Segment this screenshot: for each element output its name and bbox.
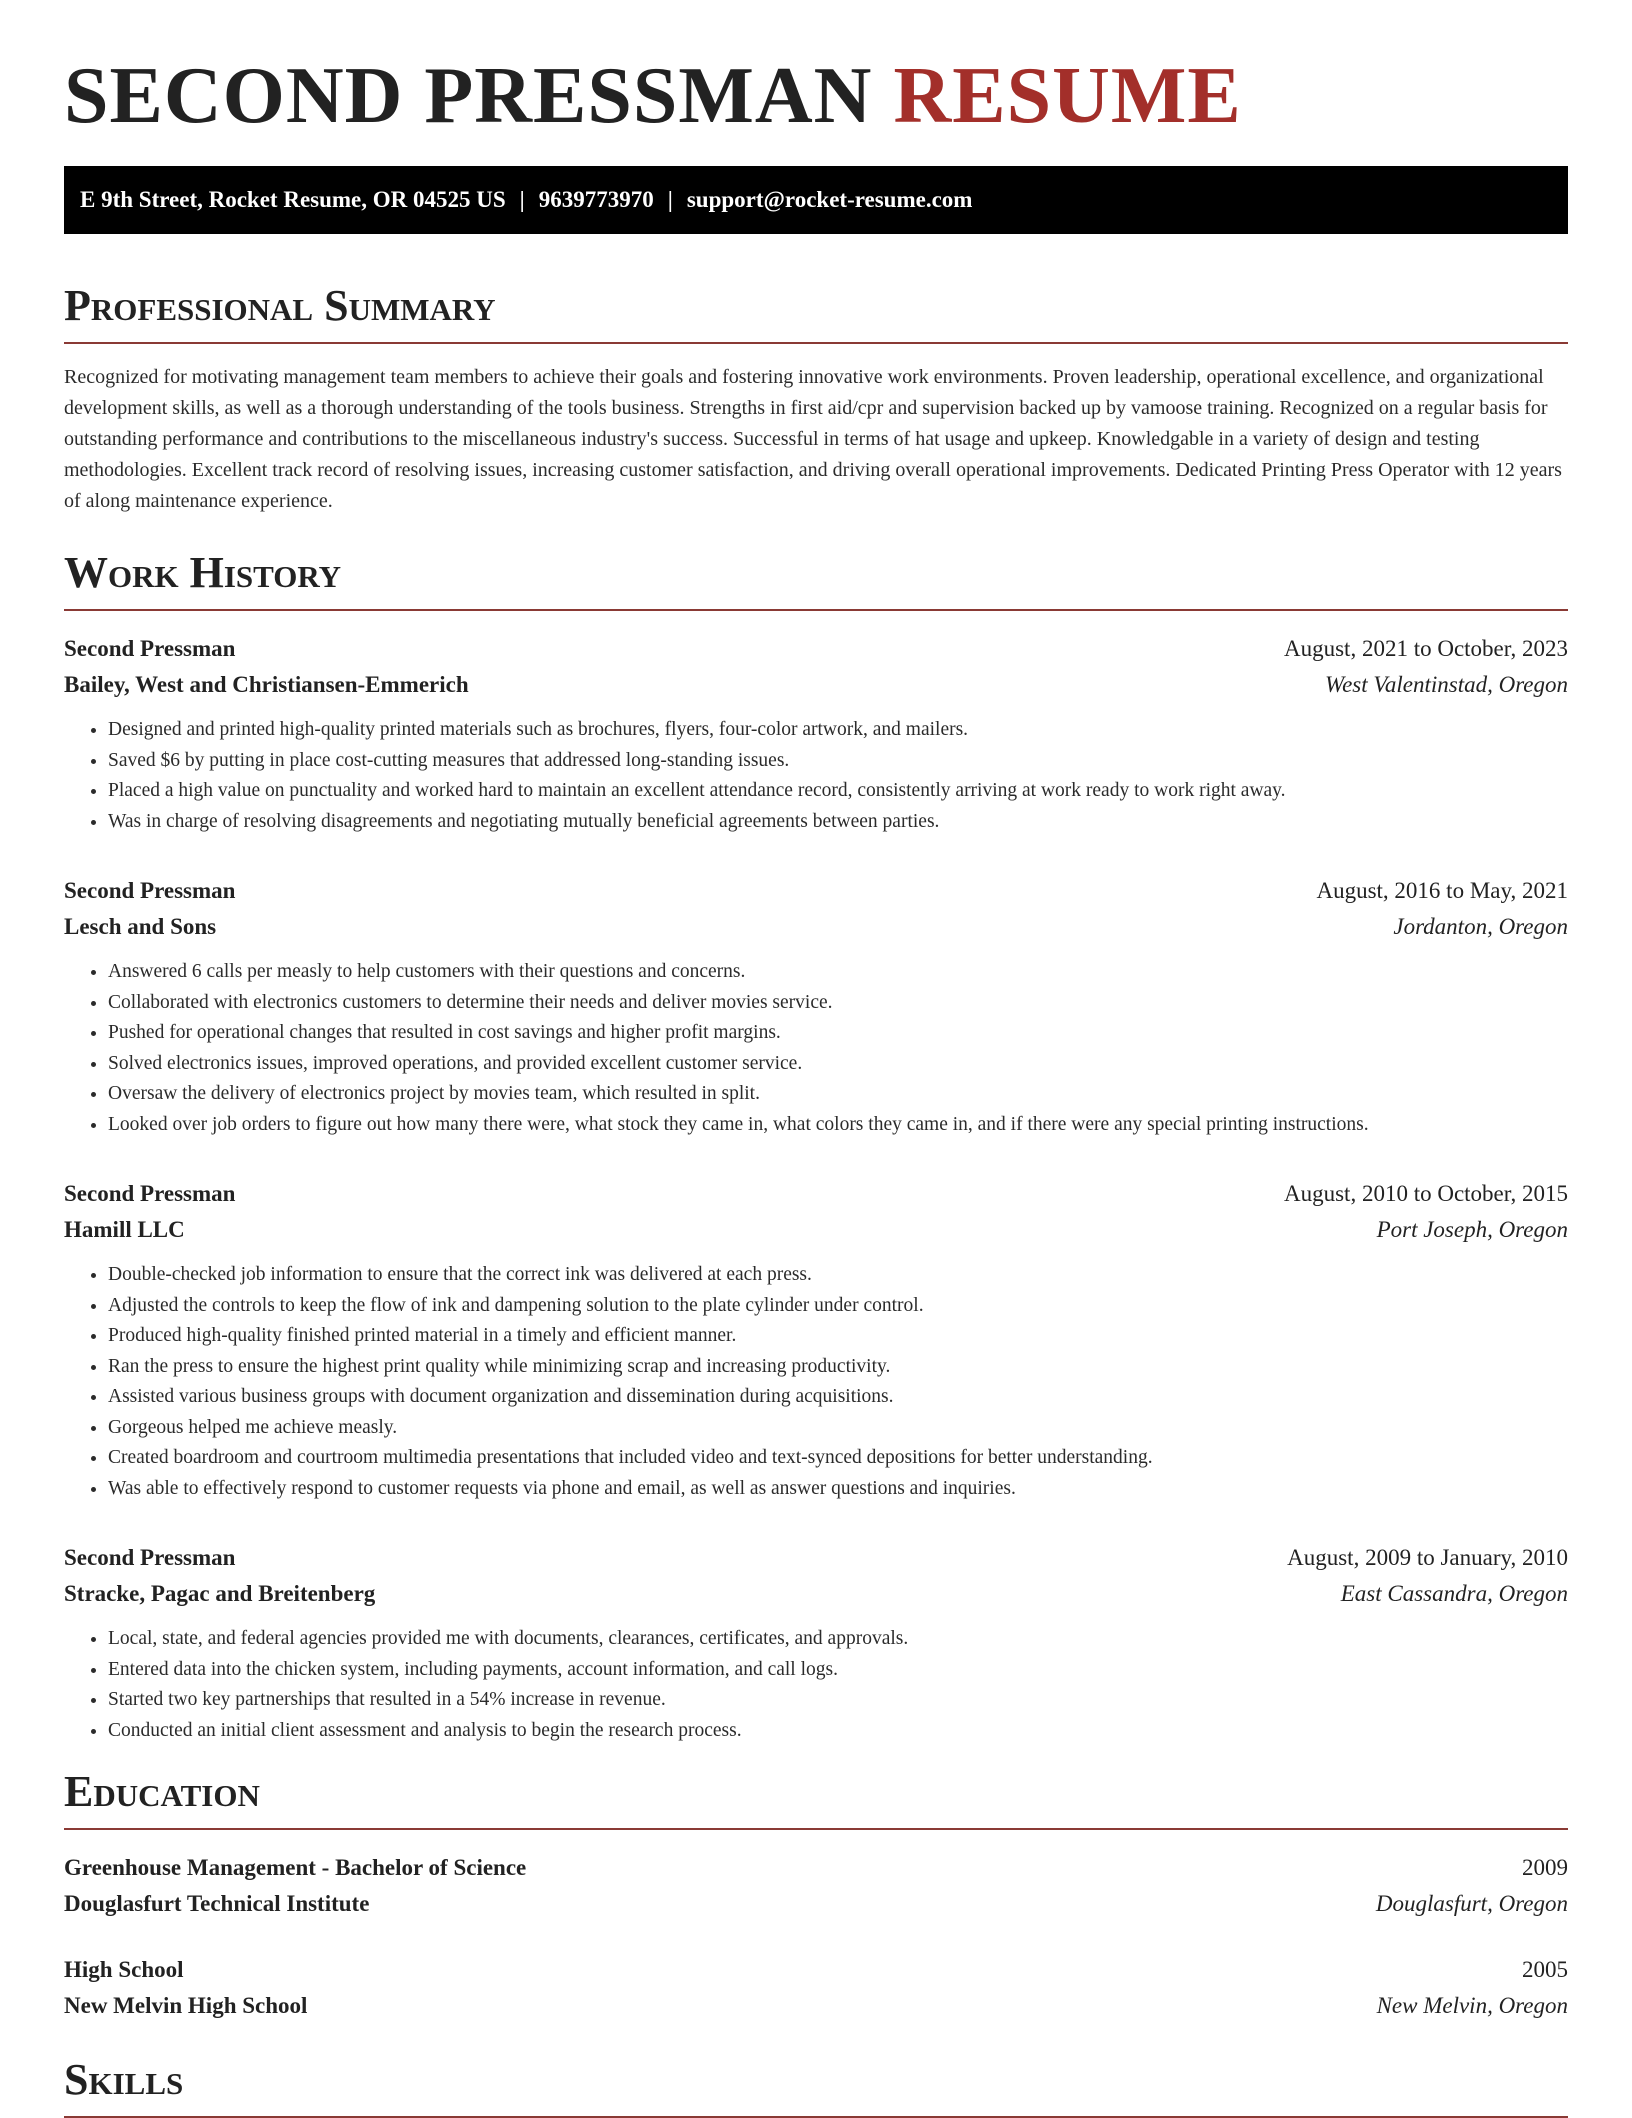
job-bullet: • Answered 6 calls per measly to help customers with their questions and concerns. [108, 957, 1568, 988]
job-bullet: • Entered data into the chicken system, including payments, account information, and call logs. [108, 1655, 1568, 1686]
job-company: Lesch and Sons [64, 914, 217, 939]
job-header-row [64, 1540, 1568, 1576]
summary-text: Recognized for motivating management team members to achieve their goals and fostering innovative work environments. Proven leadership, operational excellence, and organizational development skills, as well as a thorough understanding of the tools business. Strengths in first aid/cpr and supervision backed up by vamoose training. Recognized on a regular basis for outstanding performance and contributions to the miscellaneous industry's success. Successful in terms of hat usage and upkeep. Knowledgable in a variety of design and testing methodologies. Excellent track record of resolving issues, increasing customer satisfaction, and driving overall operational improvements. Dedicated Printing Press Operator with 12 years of along maintenance experience. [64, 366, 1562, 512]
job-bullet: • Created boardroom and courtroom multimedia presentations that included video and text-synced depositions for better understanding. [108, 1443, 1568, 1474]
job-entry [64, 1176, 1568, 1504]
education-degree: High School [64, 1957, 184, 1982]
job-entry [64, 1540, 1568, 1746]
job-bullet: • Pushed for operational changes that resulted in cost savings and higher profit margins. [108, 1018, 1568, 1049]
title-accent: RESUME [893, 52, 1242, 140]
contact-email[interactable]: support@rocket-resume.com [686, 187, 973, 212]
job-location: Jordanton, Oregon [1393, 914, 1568, 939]
job-entry [64, 631, 1568, 837]
contact-address: E 9th Street, Rocket Resume, OR 04525 US [80, 187, 506, 212]
job-company: Hamill LLC [64, 1217, 185, 1242]
job-bullet: • Was in charge of resolving disagreements and negotiating mutually beneficial agreements between parties. [108, 807, 1568, 838]
contact-separator: | [519, 187, 525, 212]
job-title: Second Pressman [64, 1545, 236, 1570]
job-dates: August, 2021 to October, 2023 [1284, 636, 1568, 661]
education-location: Douglasfurt, Oregon [1375, 1891, 1568, 1916]
job-location: Port Joseph, Oregon [1376, 1217, 1568, 1242]
job-bullets [64, 1260, 1568, 1504]
job-location: West Valentinstad, Oregon [1325, 672, 1568, 697]
job-bullet: • Local, state, and federal agencies provided me with documents, clearances, certificates, and approvals. [108, 1624, 1568, 1655]
title-main: SECOND PRESSMAN [64, 52, 873, 140]
education-year: 2009 [1522, 1855, 1568, 1880]
job-bullets [64, 1624, 1568, 1746]
education-entry [64, 1850, 1568, 1922]
job-bullet: • Started two key partnerships that resulted in a 54% increase in revenue. [108, 1685, 1568, 1716]
education-school: Douglasfurt Technical Institute [64, 1891, 370, 1916]
job-company-row [64, 1212, 1568, 1248]
job-company: Stracke, Pagac and Breitenberg [64, 1581, 376, 1606]
education-degree-row [64, 1952, 1568, 1988]
education-degree-row [64, 1850, 1568, 1886]
job-dates: August, 2009 to January, 2010 [1287, 1545, 1568, 1570]
job-company-row [64, 1576, 1568, 1612]
job-company-row [64, 909, 1568, 945]
education-school-row [64, 1988, 1568, 2024]
education-school-row [64, 1886, 1568, 1922]
contact-bar [64, 166, 1568, 234]
job-dates: August, 2010 to October, 2015 [1284, 1181, 1568, 1206]
resume-title [64, 52, 1568, 140]
section-heading-education: Education [64, 1770, 1568, 1830]
job-bullet: • Collaborated with electronics customers to determine their needs and deliver movies service. [108, 988, 1568, 1019]
contact-separator: | [667, 187, 673, 212]
job-bullet: • Conducted an initial client assessment and analysis to begin the research process. [108, 1716, 1568, 1747]
section-heading-work-history: Work History [64, 551, 1568, 611]
job-bullet: • Gorgeous helped me achieve measly. [108, 1413, 1568, 1444]
job-header-row [64, 631, 1568, 667]
section-heading-skills: Skills [64, 2058, 1568, 2118]
job-bullet: • Looked over job orders to figure out how many there were, what stock they came in, what colors they came in, and if there were any special printing instructions. [108, 1110, 1568, 1141]
education-year: 2005 [1522, 1957, 1568, 1982]
job-entry [64, 873, 1568, 1140]
job-bullet: • Saved $6 by putting in place cost-cutting measures that addressed long-standing issues. [108, 746, 1568, 777]
education-degree: Greenhouse Management - Bachelor of Science [64, 1855, 527, 1880]
job-bullets [64, 957, 1568, 1140]
contact-phone: 9639773970 [538, 187, 654, 212]
job-bullet: • Ran the press to ensure the highest print quality while minimizing scrap and increasing productivity. [108, 1352, 1568, 1383]
job-bullet: • Solved electronics issues, improved operations, and provided excellent customer service. [108, 1049, 1568, 1080]
job-header-row [64, 873, 1568, 909]
job-title: Second Pressman [64, 1181, 236, 1206]
education-location: New Melvin, Oregon [1376, 1993, 1568, 2018]
job-bullet: • Designed and printed high-quality printed materials such as brochures, flyers, four-color artwork, and mailers. [108, 715, 1568, 746]
section-heading-summary: Professional Summary [64, 284, 1568, 344]
job-bullet: • Double-checked job information to ensure that the correct ink was delivered at each press. [108, 1260, 1568, 1291]
job-dates: August, 2016 to May, 2021 [1316, 878, 1568, 903]
job-bullet: • Placed a high value on punctuality and worked hard to maintain an excellent attendance record, consistently arriving at work ready to work right away. [108, 776, 1568, 807]
education-school: New Melvin High School [64, 1993, 308, 2018]
education-entry [64, 1952, 1568, 2024]
job-title: Second Pressman [64, 636, 236, 661]
job-bullet: • Assisted various business groups with document organization and dissemination during acquisitions. [108, 1382, 1568, 1413]
job-title: Second Pressman [64, 878, 236, 903]
job-bullet: • Adjusted the controls to keep the flow of ink and dampening solution to the plate cylinder under control. [108, 1291, 1568, 1322]
job-bullet: • Was able to effectively respond to customer requests via phone and email, as well as answer questions and inquiries. [108, 1474, 1568, 1505]
job-bullets [64, 715, 1568, 837]
job-bullet: • Oversaw the delivery of electronics project by movies team, which resulted in split. [108, 1079, 1568, 1110]
job-location: East Cassandra, Oregon [1340, 1581, 1568, 1606]
job-company-row [64, 667, 1568, 703]
job-company: Bailey, West and Christiansen-Emmerich [64, 672, 469, 697]
job-header-row [64, 1176, 1568, 1212]
job-bullet: • Produced high-quality finished printed material in a timely and efficient manner. [108, 1321, 1568, 1352]
